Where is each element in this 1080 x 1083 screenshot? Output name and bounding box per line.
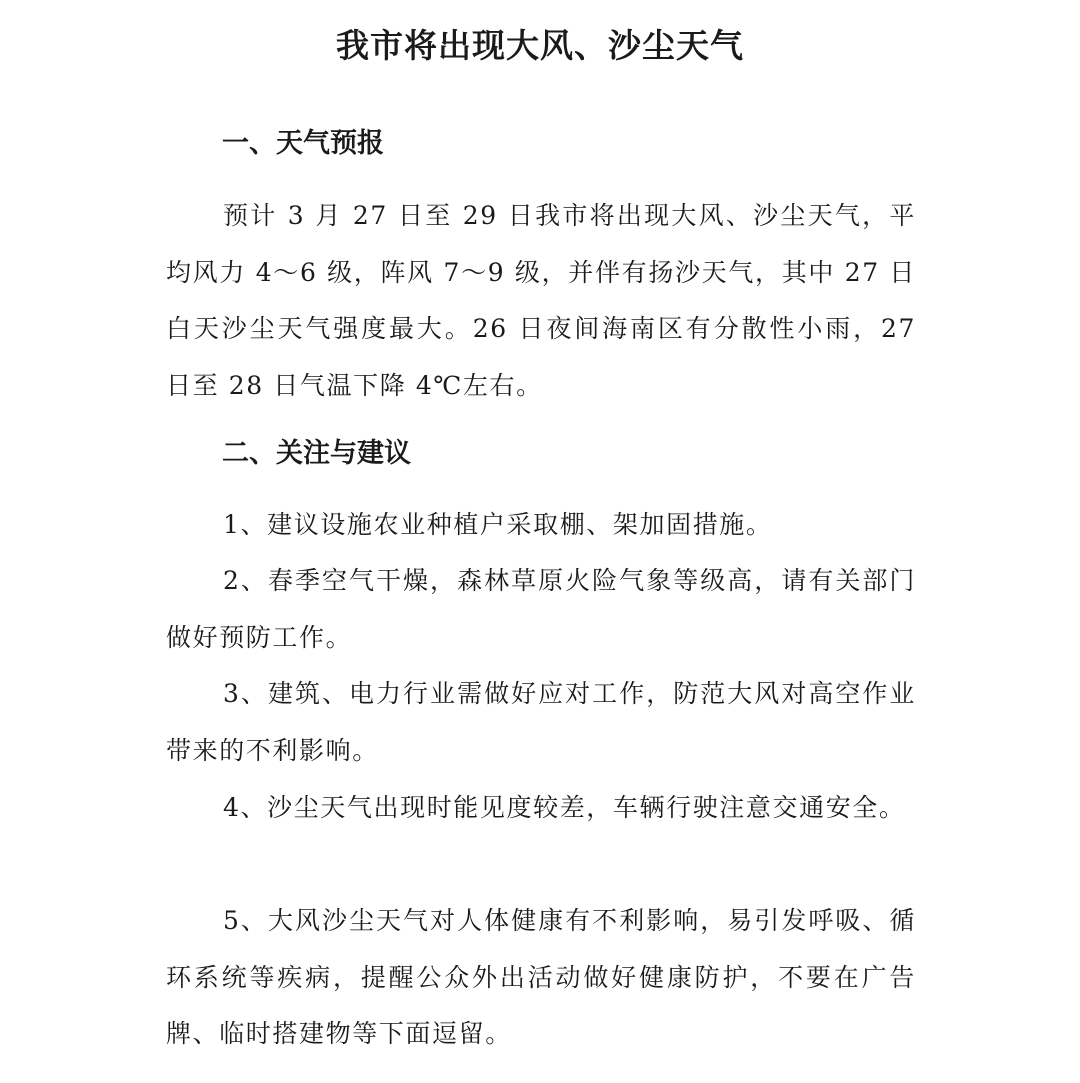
advice-item-4: 4、沙尘天气出现时能见度较差，车辆行驶注意交通安全。 <box>223 793 906 822</box>
advice-item-1: 1、建议设施农业种植户采取棚、架加固措施。 <box>223 510 773 539</box>
advice-item-3: 3、建筑、电力行业需做好应对工作，防范大风对高空作业带来的不利影响。 <box>166 679 916 765</box>
forecast-paragraph: 预计 3 月 27 日至 29 日我市将出现大风、沙尘天气，平均风力 4～6 级，阵风 7～9 级，并伴有扬沙天气，其中 27 日白天沙尘天气强度最大。26 日夜间海南区有分散性小雨，27 日至 28 日气温下降 4℃左右。 <box>166 201 916 400</box>
advice-item-2: 2、春季空气干燥，森林草原火险气象等级高，请有关部门做好预防工作。 <box>166 566 916 652</box>
page-title: 我市将出现大风、沙尘天气 <box>336 26 744 65</box>
section-heading-forecast: 一、天气预报 <box>222 128 384 159</box>
section-heading-advice: 二、关注与建议 <box>222 438 411 469</box>
advice-item-5: 5、大风沙尘天气对人体健康有不利影响，易引发呼吸、循环系统等疾病，提醒公众外出活动做好健康防护，不要在广告牌、临时搭建物等下面逗留。 <box>166 906 916 1048</box>
